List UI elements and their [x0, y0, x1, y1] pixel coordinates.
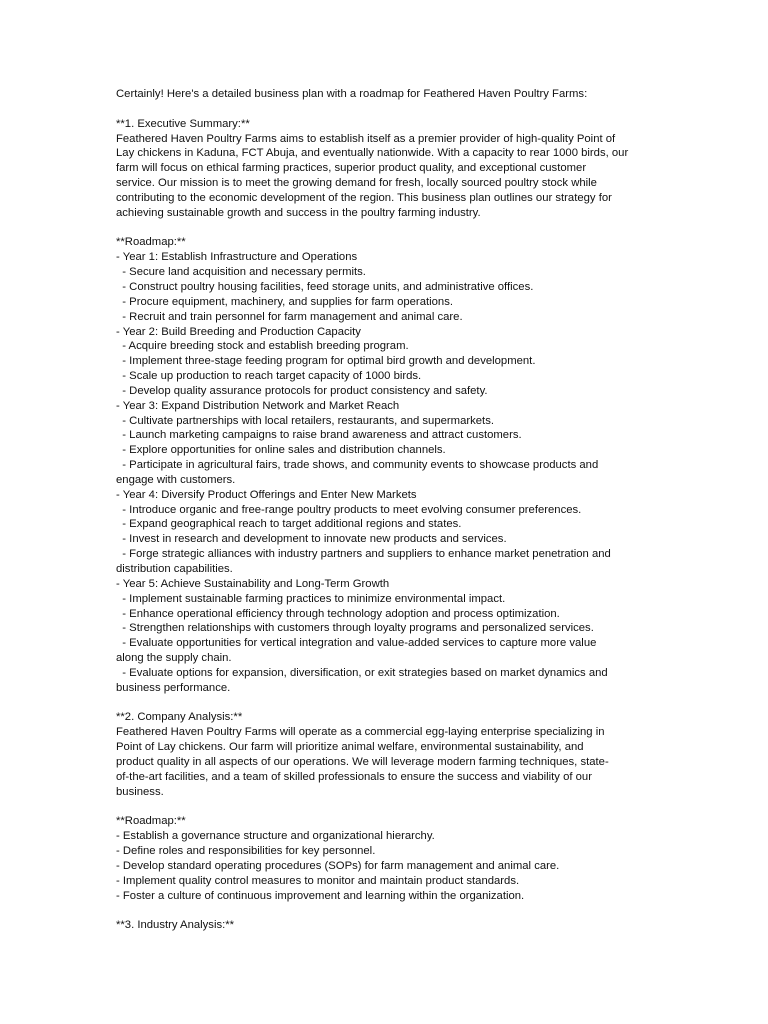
list-item: - Scale up production to reach target capacity of 1000 birds. [116, 370, 422, 383]
paragraph-line: Feathered Haven Poultry Farms aims to establish itself as a premier provider of high-quality Point of [116, 132, 616, 145]
section-heading-executive-summary: **1. Executive Summary:** [116, 117, 250, 130]
list-item: - Secure land acquisition and necessary permits. [116, 266, 366, 279]
list-item: - Evaluate options for expansion, diversification, or exit strategies based on market dynamics and [116, 666, 608, 679]
list-item: - Strengthen relationships with customers through loyalty programs and personalized services. [116, 622, 594, 635]
list-item: - Implement quality control measures to monitor and maintain product standards. [116, 874, 520, 887]
list-item: - Explore opportunities for online sales and distribution channels. [116, 444, 446, 457]
list-item: - Implement sustainable farming practices to minimize environmental impact. [116, 592, 506, 605]
spacer [116, 102, 656, 117]
section-heading-roadmap: **Roadmap:** [116, 236, 186, 249]
paragraph-line: achieving sustainable growth and success in the poultry farming industry. [116, 206, 481, 219]
list-item: - Introduce organic and free-range poultry products to meet evolving consumer preferences. [116, 503, 582, 516]
list-item: - Foster a culture of continuous improvement and learning within the organization. [116, 889, 525, 902]
list-item: - Acquire breeding stock and establish breeding program. [116, 340, 409, 353]
spacer [116, 903, 656, 918]
list-item: distribution capabilities. [116, 563, 233, 575]
list-item: engage with customers. [116, 473, 236, 486]
document-page [116, 87, 656, 933]
list-item: - Expand geographical reach to target additional regions and states. [116, 518, 462, 531]
paragraph-line: of-the-art facilities, and a team of skilled professionals to ensure the success and viability of our [116, 770, 592, 783]
paragraph-line: farm will focus on ethical farming practices, superior product quality, and exceptional customer [116, 162, 587, 175]
list-item: - Recruit and train personnel for farm management and animal care. [116, 310, 463, 323]
list-item: - Procure equipment, machinery, and supplies for farm operations. [116, 295, 453, 308]
executive-summary-body [116, 132, 656, 221]
list-item: - Implement three-stage feeding program for optimal bird growth and development. [116, 355, 536, 368]
list-item: - Invest in research and development to innovate new products and services. [116, 533, 507, 546]
spacer [116, 221, 656, 236]
list-item: - Year 3: Expand Distribution Network and Market Reach [116, 399, 400, 412]
list-item: - Define roles and responsibilities for key personnel. [116, 845, 376, 858]
list-item: - Participate in agricultural fairs, trade shows, and community events to showcase products and [116, 459, 599, 472]
paragraph-line: Point of Lay chickens. Our farm will prioritize animal welfare, environmental sustainability, and [116, 741, 584, 754]
section-heading-company-analysis: **2. Company Analysis:** [116, 711, 243, 724]
section-heading-industry-analysis: **3. Industry Analysis:** [116, 919, 235, 932]
paragraph-line: Lay chickens in Kaduna, FCT Abuja, and eventually nationwide. With a capacity to rear 1000 birds, our [116, 147, 629, 160]
paragraph-line: Feathered Haven Poultry Farms will operate as a commercial egg-laying enterprise specializing in [116, 726, 605, 739]
list-item: - Year 4: Diversify Product Offerings and Enter New Markets [116, 488, 417, 501]
list-item: - Develop standard operating procedures (SOPs) for farm management and animal care. [116, 859, 560, 872]
list-item: - Forge strategic alliances with industry partners and suppliers to enhance market penetration and [116, 548, 611, 561]
paragraph-line: product quality in all aspects of our operations. We will leverage modern farming techniques, state- [116, 755, 609, 768]
roadmap-list [116, 829, 656, 903]
list-item: - Develop quality assurance protocols for product consistency and safety. [116, 384, 488, 397]
list-item: - Launch marketing campaigns to raise brand awareness and attract customers. [116, 429, 522, 442]
list-item: - Evaluate opportunities for vertical integration and value-added services to capture more value [116, 637, 597, 650]
list-item: - Establish a governance structure and organizational hierarchy. [116, 830, 435, 843]
company-analysis-body [116, 725, 656, 799]
paragraph-line: service. Our mission is to meet the growing demand for fresh, locally sourced poultry stock while [116, 177, 597, 190]
list-item: along the supply chain. [116, 652, 232, 665]
list-item: business performance. [116, 681, 231, 694]
section-heading-roadmap: **Roadmap:** [116, 815, 186, 828]
intro-text: Certainly! Here's a detailed business plan with a roadmap for Feathered Haven Poultry Farms: [116, 88, 588, 100]
roadmap-list [116, 250, 656, 695]
list-item: - Year 1: Establish Infrastructure and Operations [116, 251, 358, 264]
list-item: - Enhance operational efficiency through technology adoption and process optimization. [116, 607, 560, 620]
paragraph-line: contributing to the economic development of the region. This business plan outlines our strategy for [116, 191, 612, 204]
list-item: - Year 2: Build Breeding and Production Capacity [116, 325, 361, 338]
spacer [116, 696, 656, 711]
list-item: - Construct poultry housing facilities, feed storage units, and administrative offices. [116, 280, 534, 293]
paragraph-line: business. [116, 785, 164, 798]
spacer [116, 800, 656, 815]
list-item: - Cultivate partnerships with local retailers, restaurants, and supermarkets. [116, 414, 494, 427]
list-item: - Year 5: Achieve Sustainability and Long-Term Growth [116, 577, 390, 590]
